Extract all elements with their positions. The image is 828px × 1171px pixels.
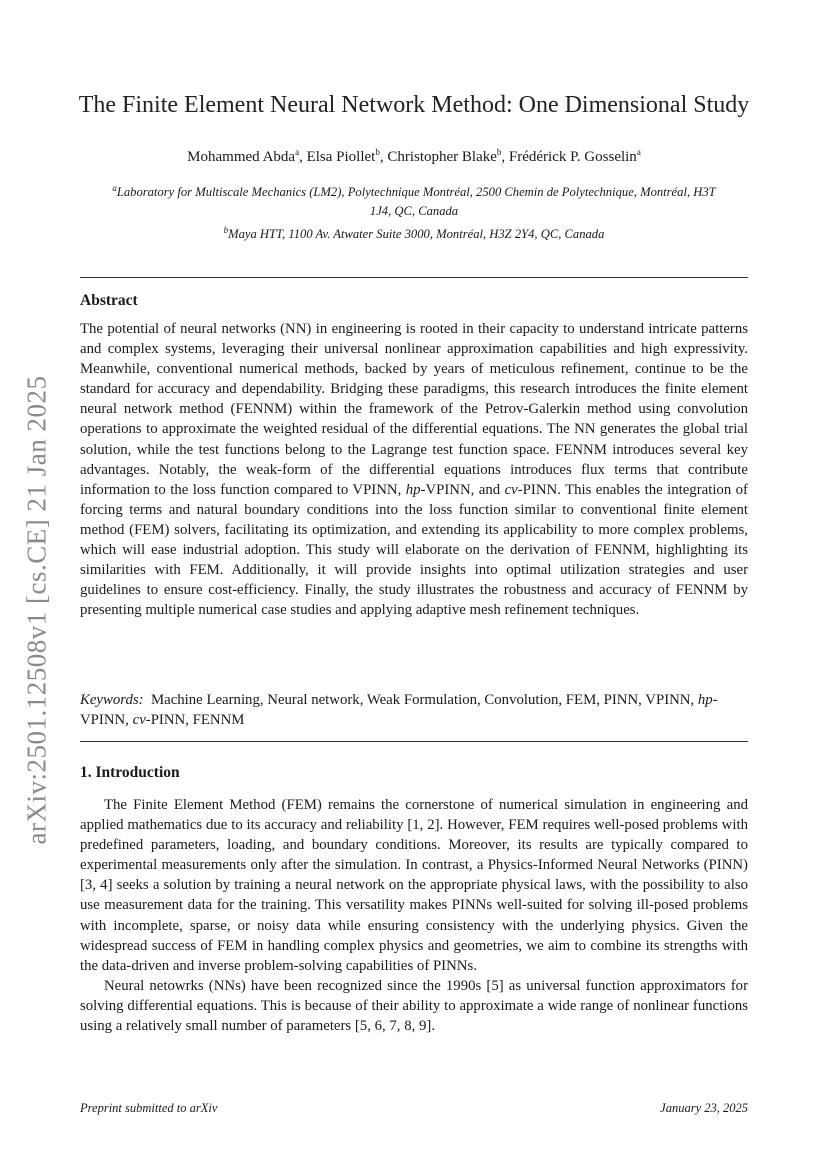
top-divider	[80, 277, 748, 278]
arxiv-identifier-text: arXiv:2501.12508v1 [cs.CE] 21 Jan 2025	[21, 375, 52, 845]
keywords-part: -VPINN,	[80, 692, 718, 729]
author-mark: a	[636, 147, 641, 157]
keywords-part: Machine Learning, Neural network, Weak Formulation, Convolution, FEM, PINN, VPINN,	[150, 692, 698, 708]
section-heading-introduction: 1. Introduction	[80, 764, 180, 781]
author-name: Christopher Blake	[387, 149, 497, 165]
author-mark: b	[375, 147, 380, 157]
keywords	[80, 690, 748, 730]
affiliation-text: Maya HTT, 1100 Av. Atwater Suite 3000, Montréal, H3Z 2Y4, QC, Canada	[228, 227, 605, 242]
arxiv-side-identifier	[22, 370, 52, 850]
author-mark: a	[295, 147, 300, 157]
intro-paragraph: Neural netowrks (NNs) have been recognized since the 1990s [5] as universal function approximators for solving differential equations. This is because of their ability to approximate a wide range of nonlinear functions using a relatively small number of parameters [5, 6, 7, 8, 9].	[80, 977, 748, 1035]
abstract-text	[80, 319, 748, 620]
abstract-part: -VPINN, and	[420, 481, 505, 498]
affiliations	[110, 179, 718, 244]
keywords-italic-hp: hp	[697, 692, 713, 708]
affiliation-mark: a	[112, 183, 117, 193]
footer-preprint: Preprint submitted to arXiv	[80, 1101, 218, 1115]
introduction-body	[80, 795, 748, 1036]
abstract-italic-hp: hp	[405, 481, 421, 498]
intro-paragraph: The Finite Element Method (FEM) remains the cornerstone of numerical simulation in engineering and applied mathematics due to its accuracy and reliability [1, 2]. However, FEM requires well-posed problems with predefined parameters, loading, and boundary conditions. Moreover, its results are typically compared to experimental measurements only after the simulation. In contrast, a Physics-Informed Neural Networks (PINN) [3, 4] seeks a solution by training a neural network on the appropriate physical laws, with the possibility to also use measurement data for the training. This versatility makes PINNs well-suited for solving ill-posed problems with incomplete, sparse, or noisy data while ensuring consistency with the underlying physics. Given the widespread success of FEM in handling complex physics and geometries, we aim to combine its strengths with the data-driven and inverse problem-solving capabilities of PINNs.	[80, 797, 748, 974]
keywords-part: -PINN, FENNM	[145, 712, 245, 729]
abstract-part: The potential of neural networks (NN) in engineering is rooted in their capacity to understand intricate patterns and complex systems, leveraging their universal nonlinear approximation capabilities and high expressivity. Meanwhile, conventional numerical methods, backed by years of meticulous refinement, continue to be the standard for accuracy and dependability. Bridging these paradigms, this research introduces the finite element neural network method (FENNM) within the framework of the Petrov-Galerkin method using convolution operations to approximate the weighted residual of the differential equations. The NN generates the global trial solution, while the test functions belong to the Lagrange test function space. FENNM introduces several key advantages. Notably, the weak-form of the differential equations introduces flux terms that contribute information to the loss function compared to VPINN,	[80, 321, 748, 498]
author-list: Mohammed Abda$^a$, Elsa Piollet$^b$, Christopher Blake$^b$, Frédérick P. Gosselin$^a$	[187, 147, 641, 165]
author-name: Mohammed Abda	[187, 149, 296, 165]
author-name: Elsa Piollet	[306, 149, 376, 165]
abstract-part: -PINN. This enables the integration of forcing terms and natural boundary conditions into the loss function similar to conventional finite element method (FEM) solvers, facilitating its optimization, and extending its applicability to more complex problems, which will ease industrial adoption. This study will elaborate on the derivation of FENNM, highlighting its similarities with FEM. Additionally, it will provide insights into optimal utilization strategies and user guidelines to ensure cost-efficiency. Finally, the study illustrates the robustness and accuracy of FENNM by presenting multiple numerical case studies and applying adaptive mesh refinement techniques.	[80, 481, 748, 619]
affiliation-item	[110, 221, 718, 244]
abstract-italic-cv: cv	[504, 481, 518, 498]
bottom-divider	[80, 741, 748, 742]
abstract-heading: Abstract	[80, 292, 138, 309]
affiliation-text: Laboratory for Multiscale Mechanics (LM2), Polytechnique Montréal, 2500 Chemin de Polytechnique, Montréal, H3T 1J4, QC, Canada	[116, 185, 716, 219]
keywords-italic-cv: cv	[132, 712, 146, 729]
author-name: Frédérick P. Gosselin	[508, 149, 637, 165]
paper-title: The Finite Element Neural Network Method: One Dimensional Study	[78, 92, 750, 118]
footer-date: January 23, 2025	[660, 1101, 748, 1115]
keywords-label: Keywords:	[80, 692, 144, 708]
affiliation-item	[110, 179, 718, 221]
author-mark: b	[496, 147, 502, 157]
affiliation-mark: b	[223, 225, 229, 236]
